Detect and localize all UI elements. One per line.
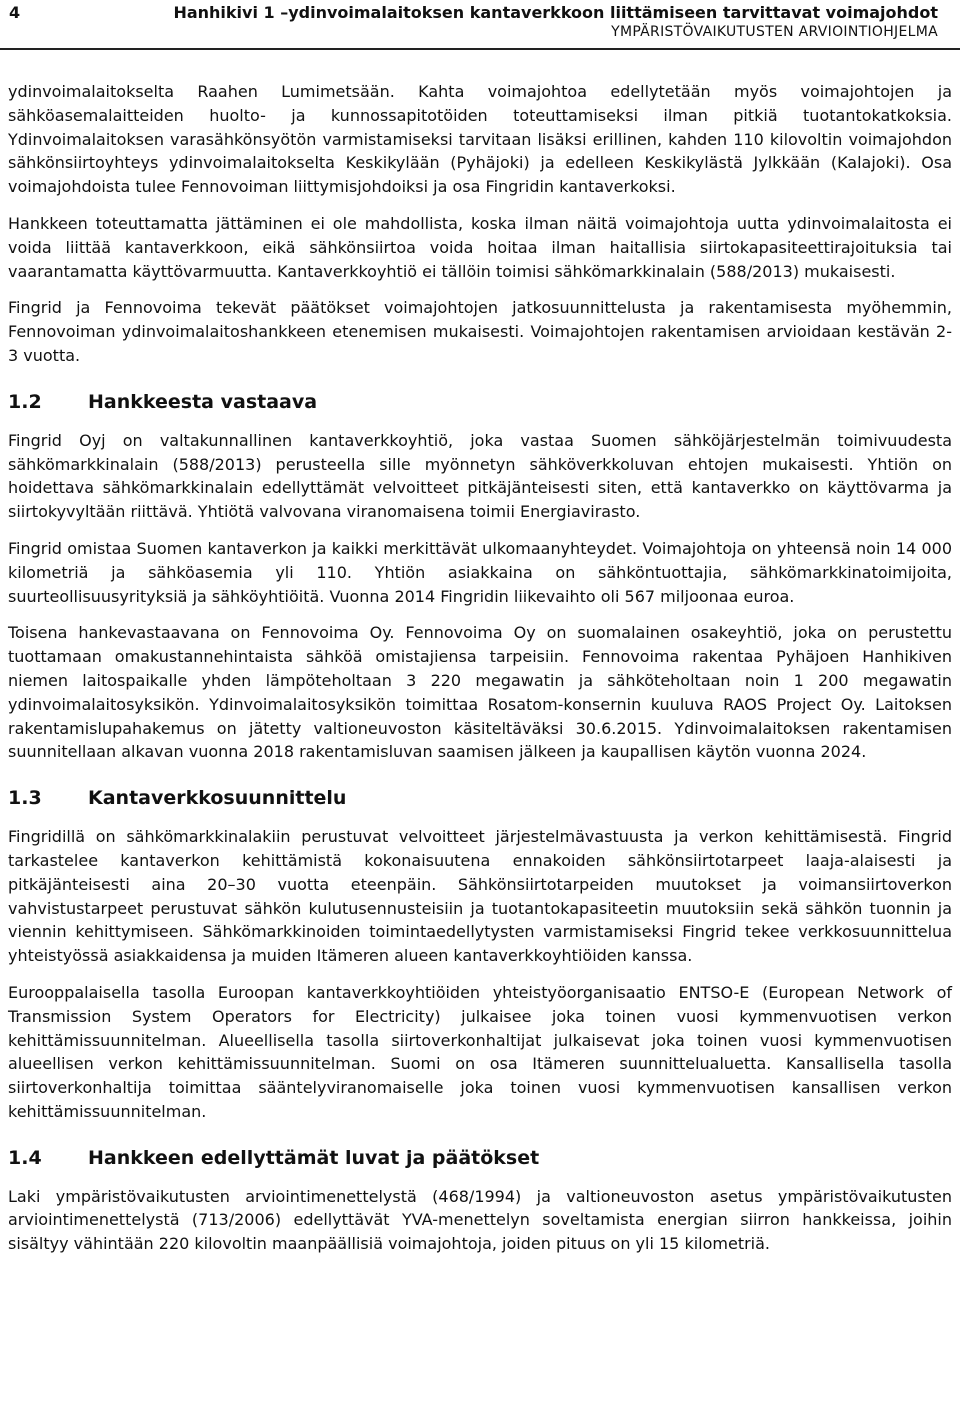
paragraph: Fingrid omistaa Suomen kantaverkon ja kaikki merkittävät ulkomaanyhteydet. Voimajohtoja on yhteensä noin 14 000 kilometriä ja sähköasemia yli 110. Yhtiön asiakkaina on sähköntuottajia, sähkömarkkinatoimijoita, suurteollisuusyrityksiä ja sähköyhtiöitä. Vuonna 2014 Fingridin liikevaihto oli 567 miljoonaa euroa. [8,538,952,606]
paragraph: ydinvoimalaitokselta Raahen Lumimetsään. Kahta voimajohtoa edellytetään myös voimajohtojen ja sähköasemalaitteiden huolto- ja kunnossapitotöiden toteuttamiseksi ilman pitkiä tuotantokatkoksia. Ydinvoimalaitoksen varasähkönsyötön varmistamiseksi tarvitaan lisäksi erillinen, kahden 110 kilovoltin voimajohdon sähkönsiirtoyhteys ydinvoimalaitokselta Keskikylään (Pyhäjoki) ja edelleen Keskikylästä Jylkkään (Kalajoki). Osa voimajohdoista tulee Fennovoiman liittymisjohdoiksi ja osa Fingridin kantaverkoksi. [8,82,952,197]
page-content [8,80,952,1269]
page-header [0,0,960,56]
section-heading-1-4 [8,1146,952,1170]
section-number: 1.2 [8,390,42,413]
paragraph: Laki ympäristövaikutusten arviointimenettelystä (468/1994) ja valtioneuvoston asetus ympäristövaikutusten arviointimenettelystä (713/2006) edellyttävät YVA-menettelyn soveltamista energian siirron hankkeissa, joihin sisältyy vähintään 220 kilovoltin maanpäällisiä voimajohtoja, joiden pituus on yli 15 kilometriä. [8,1186,952,1254]
paragraph: Fingrid ja Fennovoima tekevät päätökset voimajohtojen jatkosuunnittelusta ja rakentamisesta myöhemmin, Fennovoiman ydinvoimalaitoshankkeen etenemisen mukaisesti. Voimajohtojen rakentamisen arvioidaan kestävän 2-3 vuotta. [8,298,952,365]
section-title: Kantaverkkosuunnittelu [88,787,347,810]
paragraph: Toisena hankevastaavana on Fennovoima Oy. Fennovoima Oy on suomalainen osakeyhtiö, joka on perustettu tuottamaan omakustannehintaista sähköä omistajiensa tarpeisiin. Fennovoima rakentaa Pyhäjoen Hanhikiven niemen laitospaikalle yhden lämpöteholtaan 3 220 megawatin ja sähköteholtaan noin 1 200 megawatin ydinvoimalaitosyksikön. Ydinvoimalaitosyksikön toimittaa Rosatom-konsernin kuuluva RAOS Project Oy. Laitoksen rakentamislupahakemus on jätetty valtioneuvoston käsiteltäväksi 30.6.2015. Ydinvoimalaitoksen rakentamisen suunnitellaan alkavan vuonna 2018 rakentamisluvan saamisen jälkeen ja kaupallisen käytön vuonna 2024. [8,623,952,762]
paragraph: Hankkeen toteuttamatta jättäminen ei ole mahdollista, koska ilman näitä voimajohtoja uutta ydinvoimalaitosta ei voida liittää kantaverkkoon, eikä sähkönsiirtoa voida hoitaa ilman haitallisia siirtokapasiteettirajoituksia tai vaarantamatta käyttövarmuutta. Kantaverkkoyhtiö ei tällöin toimisi sähkömarkkinalain (588/2013) mukaisesti. [8,213,952,281]
section-heading-1-3 [8,786,952,810]
section-title: Hankkeen edellyttämät luvat ja päätökset [88,1146,540,1169]
header-divider [0,48,960,50]
section-number: 1.3 [8,787,42,810]
paragraph: Eurooppalaisella tasolla Euroopan kantaverkkoyhtiöiden yhteistyöorganisaatio ENTSO-E (European Network of Transmission System Operators for Electricity) julkaisee joka toinen vuosi kymmenvuotisen verkon kehittämissuunnitelman. Alueellisella tasolla siirtoverkonhaltijat julkaisevat joka toinen vuosi kymmenvuotisen alueellisen verkon kehittämissuunnitelman. Suomi on osa Itämeren suunnittelualuetta. Kansallisella tasolla siirtoverkonhaltija toimittaa sääntelyviranomaiselle joka toinen vuosi kymmenvuotisen kansallisen verkon kehittämissuunnitelman. [8,982,952,1121]
section-number: 1.4 [8,1146,42,1169]
section-heading-1-2 [8,390,952,414]
section-title: Hankkeesta vastaava [88,390,318,413]
paragraph: Fingrid Oyj on valtakunnallinen kantaverkkoyhtiö, joka vastaa Suomen sähköjärjestelmän toimivuudesta sähkömarkkinalain (588/2013) perusteella sille myönnetyn sähköverkkoluvan ehtojen mukaisesti. Yhtiön on hoidettava sähkömarkkinalain edellyttämät velvoitteet pitkäjänteisesti siten, että kantaverkko on käyttövarma ja siirtokyvyltään riittävä. Yhtiötä valvovana viranomaisena toimii Energiavirasto. [8,430,952,522]
page-number: 4 [9,3,21,22]
header-subtitle: YMPÄRISTÖVAIKUTUSTEN ARVIOINTIOHJELMA [611,24,938,40]
paragraph: Fingridillä on sähkömarkkinalakiin perustuvat velvoitteet järjestelmävastuusta ja verkon kehittämisestä. Fingrid tarkastelee kantaverkon kehittämistä kokonaisuutena ennakoiden sähkönsiirtotarpeet laaja-alaisesti ja pitkäjänteisesti aina 20–30 vuotta eteenpäin. Sähkönsiirtotarpeiden muutokset ja voimansiirtoverkon vahvistustarpeet perustuvat sähkön kulutusennusteisiin ja tuotantokapasiteetin muutoksiin sekä sähkön tuonnin ja viennin kehittymiseen. Sähkömarkkinoiden toimintaedellytysten varmistamiseksi Fingrid tekee verkkosuunnittelua yhteistyössä asiakkaidensa ja muiden Itämeren alueen kantaverkkoyhtiöiden kanssa. [8,827,952,966]
header-title: Hanhikivi 1 –ydinvoimalaitoksen kantaverkkoon liittämiseen tarvittavat voimajohdot [173,3,938,22]
